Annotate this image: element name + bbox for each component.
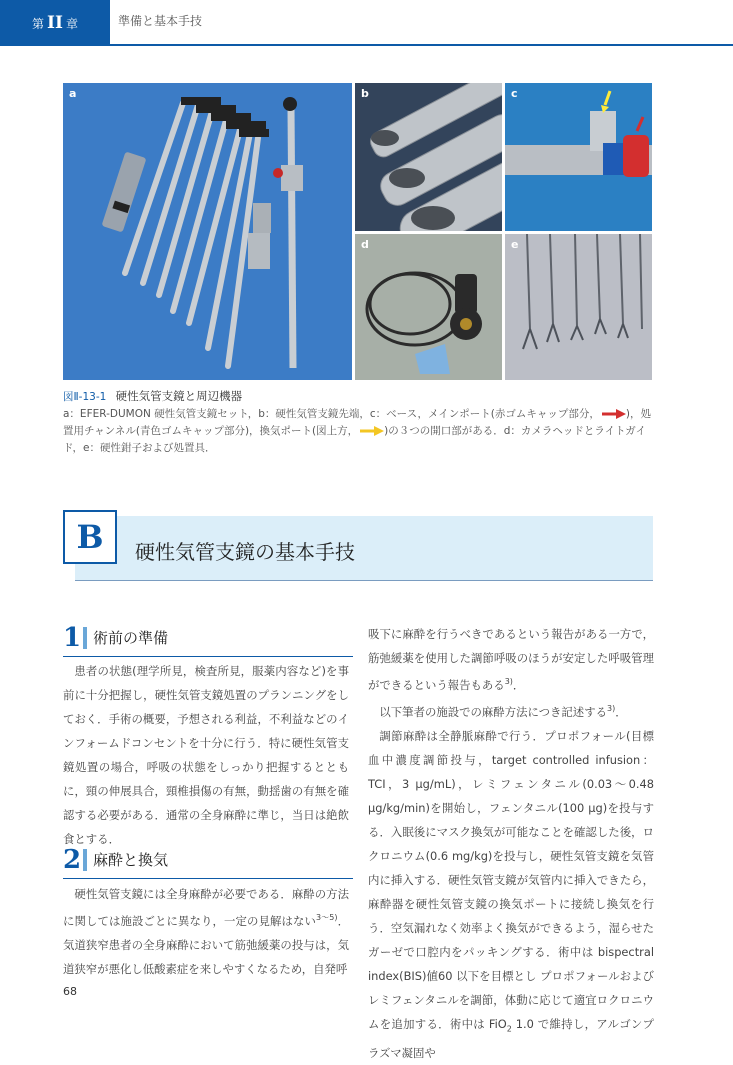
photo-panel-c (505, 83, 652, 231)
panel-label-a: a (69, 87, 77, 100)
running-title: 準備と基本手技 (118, 14, 203, 28)
photo-panel-a (63, 83, 352, 380)
panel-label-b: b (361, 87, 369, 100)
left-column-text-1 (63, 659, 349, 851)
caption-line3: ド，e：硬性鉗子および処置具． (63, 442, 216, 454)
section-letter: B (63, 510, 117, 564)
paragraph (368, 724, 654, 1065)
caption-title-line (63, 388, 663, 406)
subsection-title: 麻酔と換気 (93, 851, 169, 869)
right-column-text (368, 622, 654, 1065)
photo-panel-e (505, 234, 652, 380)
section-heading (63, 510, 653, 580)
bronchoscope-set-image (63, 83, 352, 380)
paragraph-text: 調節麻酔は全静脈麻酔で行う．プロポフォール(目標血中濃度調節投与，target controlled infusion：TCI，3 μg/mL)，レミフェンタニル(0.03〜0.48 μg/kg/min)を開始し，フェンタニル(100 μg)を投与する．入眠後にマスク換気が可能なことを確認した後，ロクロニウム(0.6 mg/kg)を投与し，硬性気管支鏡を気管内に挿入する．硬性気管支鏡が気管内に挿入できたら，麻酔器を硬性気管支鏡の換気ポートに接続し換気を行う．空気漏れなく効率よく換気ができるよう，湿らせたガーゼで口腔内をパッキングする．術中は bispectral index(BIS)値60 以下を目標とし プロポフォールおよびレミフェンタニルを調節，体動に応じて適宜ロクロニウムを追加する．術中は FiO (368, 728, 654, 1031)
panel-label-e: e (511, 238, 519, 251)
photo-panel-d (355, 234, 502, 380)
subsection-number: 2 (63, 845, 82, 875)
figure-caption (63, 388, 663, 457)
figure (63, 83, 652, 380)
panel-label-c: c (511, 87, 518, 100)
chapter-badge (0, 0, 110, 46)
subsection-rule (63, 878, 353, 879)
subsection-rule (63, 656, 353, 657)
red-arrow-icon (600, 409, 626, 419)
paragraph-text: 1.0 で維持し，アルゴンプラズマ凝固や (368, 1016, 654, 1060)
subsection-title: 術前の準備 (93, 629, 169, 647)
caption-line1: a：EFER-DUMON 硬性気管支鏡セット，b：硬性気管支鏡先端，c：ベース，メインポート(赤ゴムキャップ部分， (63, 408, 600, 420)
caption-line1-end: )，処 (625, 408, 651, 420)
page-header (0, 0, 733, 46)
paragraph (368, 697, 654, 724)
subscript: 2 (506, 1023, 512, 1033)
paragraph-text: 吸下に麻酔を行うべきであるという報告がある一方で，筋弛緩薬を使用した調節呼吸のほうが安定した呼吸管理ができるという報告もある (368, 627, 654, 692)
header-rule (110, 44, 733, 46)
figure-title: 硬性気管支鏡と周辺機器 (115, 389, 243, 403)
chapter-suffix: 章 (65, 16, 78, 31)
scope-base-image (505, 83, 652, 231)
subsection-bar (83, 849, 87, 871)
forceps-image (505, 234, 652, 380)
paragraph-text: ． (615, 704, 627, 719)
subsection-heading-2 (63, 844, 353, 876)
paragraph: 患者の状態(理学所見，検査所見，服薬内容など)を事前に十分把握し，硬性気管支鏡処置のプランニングをしておく．手術の概要，予想される利益，不利益などのインフォームドコンセントを十分に行う．特に硬性気管支鏡処置の場合，呼吸の状態をしっかり把握するとともに，頸の伸展具合，頸椎損傷の有無，動揺歯の有無を確認する必要がある．通常の全身麻酔に準じ，当日は絶飲食とする． (63, 664, 349, 846)
paragraph (63, 882, 349, 981)
citation: 3〜5) (315, 913, 338, 922)
caption-line2-end: )の３つの開口部がある．d：カメラヘッドとライトガイ (384, 425, 646, 437)
yellow-arrow-icon (358, 426, 384, 436)
caption-body (63, 406, 663, 457)
page-number: 68 (63, 985, 77, 998)
chapter-prefix: 第 (32, 16, 45, 31)
subsection-number: 1 (63, 623, 82, 653)
scope-tips-image (355, 83, 502, 231)
citation: 3) (606, 703, 616, 713)
paragraph-text: ． (512, 677, 525, 692)
paragraph-text: ．気道狭窄患者の全身麻酔において筋弛緩薬の投与は，気道狭窄が悪化し低酸素症を来しやすくなるため，自発呼 (63, 913, 349, 976)
camera-head-image (355, 234, 502, 380)
caption-line2: 置用チャンネル(青色ゴムキャップ部分)，換気ポート(図上方， (63, 425, 359, 437)
paragraph-text: 以下筆者の施設での麻酔方法につき記述する (379, 704, 607, 719)
subsection-heading-1 (63, 622, 353, 654)
paragraph-text: 硬性気管支鏡には全身麻酔が必要である．麻酔の方法に関しては施設ごとに異なり，一定の見解はない (63, 887, 349, 928)
figure-number: 図Ⅱ-13-1 (63, 391, 107, 403)
left-column-text-2 (63, 882, 349, 981)
section-title: 硬性気管支鏡の基本手技 (135, 540, 355, 564)
panel-label-d: d (361, 238, 369, 251)
chapter-number: II (47, 13, 63, 33)
citation: 3) (504, 677, 513, 686)
paragraph (368, 622, 654, 697)
photo-panel-b (355, 83, 502, 231)
subsection-bar (83, 627, 87, 649)
